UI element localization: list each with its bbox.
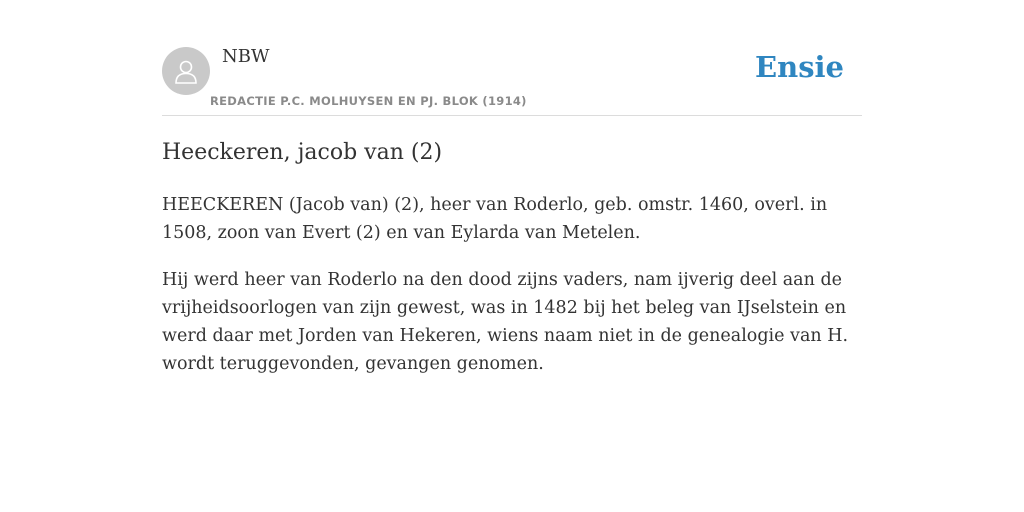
paragraph: Hij werd heer van Roderlo na den dood zijns vaders, nam ijverig deel aan de vrijheidsoorlogen van zijn gewest, was in 1482 bij het beleg van IJselstein en werd daar met Jorden van Hekeren, wiens naam niet in de genealogie van H. wordt teruggevonden, gevangen genomen. — [162, 270, 849, 374]
article-body — [162, 191, 862, 397]
source-subtitle: REDACTIE P.C. MOLHUYSEN EN PJ. BLOK (1914) — [210, 94, 527, 108]
source-header — [162, 0, 862, 116]
ensie-logo[interactable]: Ensie — [755, 50, 844, 84]
page-title: Heeckeren, jacob van (2) — [162, 140, 443, 165]
user-icon — [171, 56, 201, 86]
paragraph: HEECKEREN (Jacob van) (2), heer van Roderlo, geb. omstr. 1460, overl. in 1508, zoon van Evert (2) en van Eylarda van Metelen. — [162, 195, 828, 243]
avatar[interactable] — [162, 47, 210, 95]
article-card — [162, 0, 862, 374]
source-name[interactable]: NBW — [222, 46, 270, 67]
